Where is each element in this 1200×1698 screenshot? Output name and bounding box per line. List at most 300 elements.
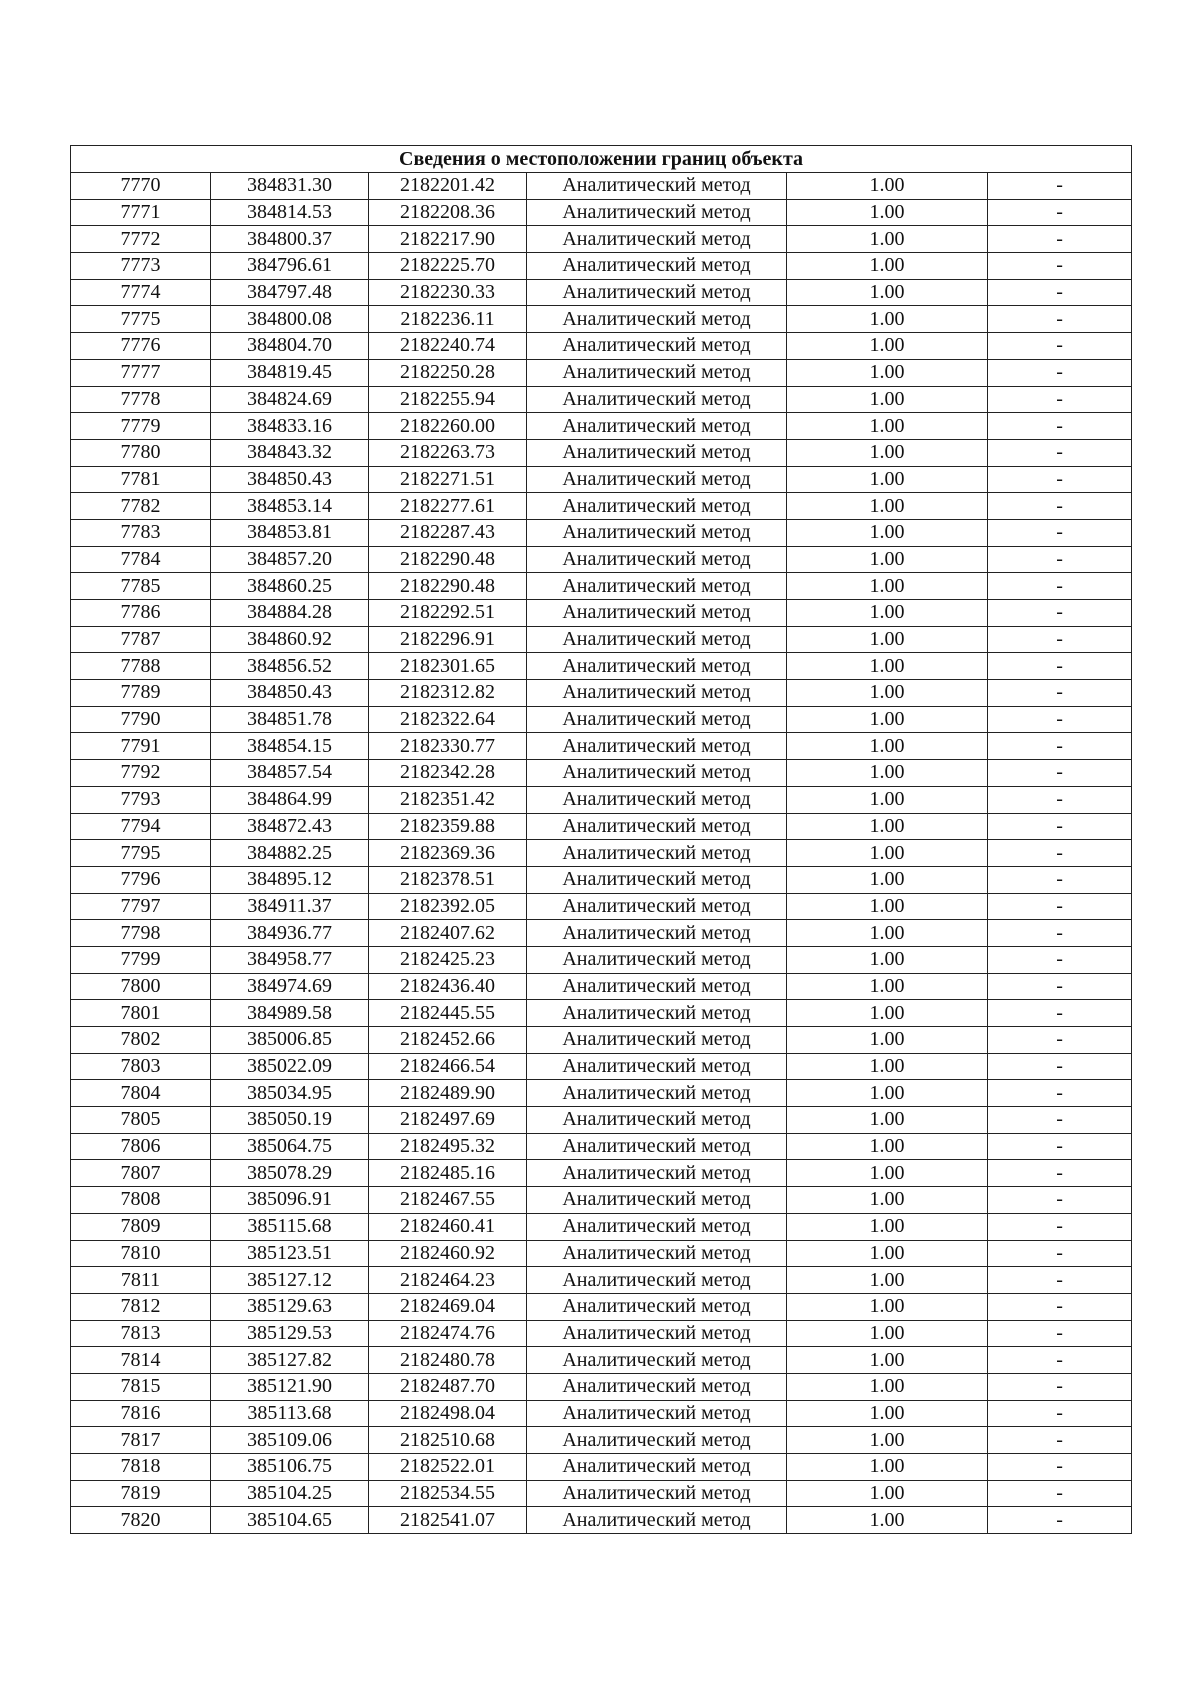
x-coordinate-cell: 384824.69 [211,386,369,413]
method-cell: Аналитический метод [527,680,787,707]
description-cell: - [988,946,1132,973]
accuracy-cell: 1.00 [787,1213,988,1240]
y-coordinate-cell: 2182464.23 [369,1267,527,1294]
table-row [71,253,1132,280]
point-number-cell: 7770 [71,173,211,200]
y-coordinate-cell: 2182460.41 [369,1213,527,1240]
x-coordinate-cell: 384884.28 [211,600,369,627]
y-coordinate-cell: 2182489.90 [369,1080,527,1107]
y-coordinate-cell: 2182292.51 [369,600,527,627]
x-coordinate-cell: 384989.58 [211,1000,369,1027]
x-coordinate-cell: 384857.54 [211,760,369,787]
accuracy-cell: 1.00 [787,573,988,600]
x-coordinate-cell: 385127.82 [211,1347,369,1374]
x-coordinate-cell: 384819.45 [211,359,369,386]
y-coordinate-cell: 2182522.01 [369,1454,527,1481]
accuracy-cell: 1.00 [787,1107,988,1134]
point-number-cell: 7795 [71,840,211,867]
description-cell: - [988,1133,1132,1160]
table-row [71,413,1132,440]
y-coordinate-cell: 2182436.40 [369,973,527,1000]
y-coordinate-cell: 2182467.55 [369,1187,527,1214]
x-coordinate-cell: 385106.75 [211,1454,369,1481]
description-cell: - [988,253,1132,280]
accuracy-cell: 1.00 [787,893,988,920]
table-row [71,199,1132,226]
accuracy-cell: 1.00 [787,413,988,440]
description-cell: - [988,199,1132,226]
accuracy-cell: 1.00 [787,866,988,893]
method-cell: Аналитический метод [527,920,787,947]
x-coordinate-cell: 384833.16 [211,413,369,440]
y-coordinate-cell: 2182255.94 [369,386,527,413]
accuracy-cell: 1.00 [787,466,988,493]
x-coordinate-cell: 384958.77 [211,946,369,973]
table-row [71,920,1132,947]
y-coordinate-cell: 2182330.77 [369,733,527,760]
y-coordinate-cell: 2182351.42 [369,786,527,813]
description-cell: - [988,546,1132,573]
y-coordinate-cell: 2182359.88 [369,813,527,840]
description-cell: - [988,653,1132,680]
y-coordinate-cell: 2182541.07 [369,1507,527,1534]
x-coordinate-cell: 384857.20 [211,546,369,573]
point-number-cell: 7808 [71,1187,211,1214]
table-row [71,653,1132,680]
accuracy-cell: 1.00 [787,1293,988,1320]
y-coordinate-cell: 2182407.62 [369,920,527,947]
table-row [71,973,1132,1000]
method-cell: Аналитический метод [527,1267,787,1294]
accuracy-cell: 1.00 [787,920,988,947]
description-cell: - [988,1187,1132,1214]
point-number-cell: 7819 [71,1480,211,1507]
table-row [71,680,1132,707]
table-row [71,1053,1132,1080]
table-row [71,840,1132,867]
method-cell: Аналитический метод [527,1293,787,1320]
description-cell: - [988,1000,1132,1027]
y-coordinate-cell: 2182342.28 [369,760,527,787]
table-row [71,813,1132,840]
point-number-cell: 7780 [71,439,211,466]
point-number-cell: 7802 [71,1027,211,1054]
description-cell: - [988,1373,1132,1400]
accuracy-cell: 1.00 [787,733,988,760]
x-coordinate-cell: 384814.53 [211,199,369,226]
point-number-cell: 7811 [71,1267,211,1294]
method-cell: Аналитический метод [527,600,787,627]
method-cell: Аналитический метод [527,439,787,466]
accuracy-cell: 1.00 [787,1454,988,1481]
x-coordinate-cell: 384800.37 [211,226,369,253]
method-cell: Аналитический метод [527,386,787,413]
description-cell: - [988,600,1132,627]
description-cell: - [988,439,1132,466]
accuracy-cell: 1.00 [787,600,988,627]
description-cell: - [988,386,1132,413]
point-number-cell: 7792 [71,760,211,787]
y-coordinate-cell: 2182466.54 [369,1053,527,1080]
table-row [71,1480,1132,1507]
description-cell: - [988,1213,1132,1240]
method-cell: Аналитический метод [527,866,787,893]
table-row [71,946,1132,973]
y-coordinate-cell: 2182230.33 [369,279,527,306]
accuracy-cell: 1.00 [787,359,988,386]
point-number-cell: 7814 [71,1347,211,1374]
description-cell: - [988,680,1132,707]
y-coordinate-cell: 2182250.28 [369,359,527,386]
y-coordinate-cell: 2182290.48 [369,546,527,573]
accuracy-cell: 1.00 [787,946,988,973]
x-coordinate-cell: 384800.08 [211,306,369,333]
accuracy-cell: 1.00 [787,1400,988,1427]
method-cell: Аналитический метод [527,1400,787,1427]
point-number-cell: 7790 [71,706,211,733]
method-cell: Аналитический метод [527,1080,787,1107]
point-number-cell: 7798 [71,920,211,947]
x-coordinate-cell: 384804.70 [211,333,369,360]
y-coordinate-cell: 2182296.91 [369,626,527,653]
y-coordinate-cell: 2182217.90 [369,226,527,253]
description-cell: - [988,1240,1132,1267]
point-number-cell: 7801 [71,1000,211,1027]
accuracy-cell: 1.00 [787,173,988,200]
method-cell: Аналитический метод [527,1454,787,1481]
y-coordinate-cell: 2182485.16 [369,1160,527,1187]
method-cell: Аналитический метод [527,306,787,333]
x-coordinate-cell: 384853.81 [211,519,369,546]
table-row [71,786,1132,813]
x-coordinate-cell: 384856.52 [211,653,369,680]
method-cell: Аналитический метод [527,1480,787,1507]
accuracy-cell: 1.00 [787,386,988,413]
method-cell: Аналитический метод [527,413,787,440]
y-coordinate-cell: 2182480.78 [369,1347,527,1374]
description-cell: - [988,1400,1132,1427]
table-row [71,1080,1132,1107]
method-cell: Аналитический метод [527,493,787,520]
table-row [71,333,1132,360]
method-cell: Аналитический метод [527,706,787,733]
x-coordinate-cell: 385129.53 [211,1320,369,1347]
accuracy-cell: 1.00 [787,493,988,520]
x-coordinate-cell: 384797.48 [211,279,369,306]
method-cell: Аналитический метод [527,786,787,813]
method-cell: Аналитический метод [527,546,787,573]
y-coordinate-cell: 2182452.66 [369,1027,527,1054]
table-row [71,359,1132,386]
table-row [71,1293,1132,1320]
y-coordinate-cell: 2182290.48 [369,573,527,600]
y-coordinate-cell: 2182460.92 [369,1240,527,1267]
accuracy-cell: 1.00 [787,1320,988,1347]
description-cell: - [988,1160,1132,1187]
method-cell: Аналитический метод [527,1107,787,1134]
description-cell: - [988,1027,1132,1054]
description-cell: - [988,706,1132,733]
x-coordinate-cell: 385104.65 [211,1507,369,1534]
table-row [71,1347,1132,1374]
table-row [71,573,1132,600]
x-coordinate-cell: 384853.14 [211,493,369,520]
point-number-cell: 7784 [71,546,211,573]
x-coordinate-cell: 384864.99 [211,786,369,813]
x-coordinate-cell: 384882.25 [211,840,369,867]
table-row [71,1267,1132,1294]
method-cell: Аналитический метод [527,279,787,306]
accuracy-cell: 1.00 [787,1373,988,1400]
accuracy-cell: 1.00 [787,519,988,546]
y-coordinate-cell: 2182369.36 [369,840,527,867]
point-number-cell: 7813 [71,1320,211,1347]
description-cell: - [988,1053,1132,1080]
method-cell: Аналитический метод [527,1427,787,1454]
method-cell: Аналитический метод [527,466,787,493]
description-cell: - [988,573,1132,600]
y-coordinate-cell: 2182322.64 [369,706,527,733]
y-coordinate-cell: 2182510.68 [369,1427,527,1454]
description-cell: - [988,760,1132,787]
point-number-cell: 7817 [71,1427,211,1454]
accuracy-cell: 1.00 [787,279,988,306]
x-coordinate-cell: 384796.61 [211,253,369,280]
y-coordinate-cell: 2182260.00 [369,413,527,440]
accuracy-cell: 1.00 [787,813,988,840]
y-coordinate-cell: 2182534.55 [369,1480,527,1507]
y-coordinate-cell: 2182201.42 [369,173,527,200]
point-number-cell: 7793 [71,786,211,813]
description-cell: - [988,333,1132,360]
x-coordinate-cell: 384850.43 [211,680,369,707]
x-coordinate-cell: 384854.15 [211,733,369,760]
method-cell: Аналитический метод [527,173,787,200]
table-row [71,439,1132,466]
accuracy-cell: 1.00 [787,333,988,360]
y-coordinate-cell: 2182445.55 [369,1000,527,1027]
y-coordinate-cell: 2182498.04 [369,1400,527,1427]
method-cell: Аналитический метод [527,333,787,360]
description-cell: - [988,1267,1132,1294]
description-cell: - [988,1320,1132,1347]
y-coordinate-cell: 2182263.73 [369,439,527,466]
accuracy-cell: 1.00 [787,1507,988,1534]
x-coordinate-cell: 384895.12 [211,866,369,893]
method-cell: Аналитический метод [527,1133,787,1160]
point-number-cell: 7785 [71,573,211,600]
description-cell: - [988,226,1132,253]
table-row [71,226,1132,253]
accuracy-cell: 1.00 [787,626,988,653]
description-cell: - [988,413,1132,440]
point-number-cell: 7820 [71,1507,211,1534]
accuracy-cell: 1.00 [787,1027,988,1054]
accuracy-cell: 1.00 [787,786,988,813]
accuracy-cell: 1.00 [787,680,988,707]
table-row [71,1400,1132,1427]
x-coordinate-cell: 385113.68 [211,1400,369,1427]
table-row [71,1240,1132,1267]
accuracy-cell: 1.00 [787,226,988,253]
method-cell: Аналитический метод [527,1240,787,1267]
table-row [71,893,1132,920]
description-cell: - [988,519,1132,546]
method-cell: Аналитический метод [527,1347,787,1374]
x-coordinate-cell: 385034.95 [211,1080,369,1107]
method-cell: Аналитический метод [527,1187,787,1214]
y-coordinate-cell: 2182271.51 [369,466,527,493]
accuracy-cell: 1.00 [787,973,988,1000]
description-cell: - [988,626,1132,653]
point-number-cell: 7800 [71,973,211,1000]
description-cell: - [988,920,1132,947]
x-coordinate-cell: 385121.90 [211,1373,369,1400]
accuracy-cell: 1.00 [787,1427,988,1454]
description-cell: - [988,359,1132,386]
point-number-cell: 7779 [71,413,211,440]
description-cell: - [988,1107,1132,1134]
point-number-cell: 7809 [71,1213,211,1240]
table-row [71,866,1132,893]
accuracy-cell: 1.00 [787,760,988,787]
boundary-coordinates-table [70,145,1132,1534]
y-coordinate-cell: 2182425.23 [369,946,527,973]
x-coordinate-cell: 385123.51 [211,1240,369,1267]
description-cell: - [988,786,1132,813]
y-coordinate-cell: 2182208.36 [369,199,527,226]
accuracy-cell: 1.00 [787,439,988,466]
y-coordinate-cell: 2182240.74 [369,333,527,360]
y-coordinate-cell: 2182392.05 [369,893,527,920]
accuracy-cell: 1.00 [787,706,988,733]
x-coordinate-cell: 384831.30 [211,173,369,200]
accuracy-cell: 1.00 [787,1480,988,1507]
point-number-cell: 7804 [71,1080,211,1107]
table-row [71,519,1132,546]
point-number-cell: 7786 [71,600,211,627]
accuracy-cell: 1.00 [787,306,988,333]
y-coordinate-cell: 2182277.61 [369,493,527,520]
table-body [71,173,1132,1534]
method-cell: Аналитический метод [527,946,787,973]
point-number-cell: 7788 [71,653,211,680]
description-cell: - [988,1293,1132,1320]
point-number-cell: 7816 [71,1400,211,1427]
table-row [71,279,1132,306]
table-row [71,1000,1132,1027]
method-cell: Аналитический метод [527,1160,787,1187]
accuracy-cell: 1.00 [787,1080,988,1107]
method-cell: Аналитический метод [527,840,787,867]
method-cell: Аналитический метод [527,733,787,760]
table-row [71,1160,1132,1187]
description-cell: - [988,733,1132,760]
method-cell: Аналитический метод [527,573,787,600]
description-cell: - [988,1347,1132,1374]
point-number-cell: 7789 [71,680,211,707]
method-cell: Аналитический метод [527,1027,787,1054]
accuracy-cell: 1.00 [787,1267,988,1294]
point-number-cell: 7818 [71,1454,211,1481]
table-row [71,626,1132,653]
method-cell: Аналитический метод [527,653,787,680]
table-row [71,1107,1132,1134]
table-row [71,760,1132,787]
accuracy-cell: 1.00 [787,1347,988,1374]
table-row [71,493,1132,520]
x-coordinate-cell: 384872.43 [211,813,369,840]
x-coordinate-cell: 385050.19 [211,1107,369,1134]
point-number-cell: 7782 [71,493,211,520]
method-cell: Аналитический метод [527,1213,787,1240]
point-number-cell: 7806 [71,1133,211,1160]
x-coordinate-cell: 385006.85 [211,1027,369,1054]
x-coordinate-cell: 384850.43 [211,466,369,493]
point-number-cell: 7796 [71,866,211,893]
table-row [71,1213,1132,1240]
accuracy-cell: 1.00 [787,199,988,226]
point-number-cell: 7787 [71,626,211,653]
description-cell: - [988,1080,1132,1107]
y-coordinate-cell: 2182487.70 [369,1373,527,1400]
x-coordinate-cell: 385096.91 [211,1187,369,1214]
method-cell: Аналитический метод [527,760,787,787]
point-number-cell: 7805 [71,1107,211,1134]
table-row [71,1454,1132,1481]
method-cell: Аналитический метод [527,893,787,920]
accuracy-cell: 1.00 [787,1160,988,1187]
table-row [71,1133,1132,1160]
point-number-cell: 7771 [71,199,211,226]
x-coordinate-cell: 385109.06 [211,1427,369,1454]
method-cell: Аналитический метод [527,199,787,226]
table-row [71,733,1132,760]
point-number-cell: 7778 [71,386,211,413]
table-row [71,306,1132,333]
y-coordinate-cell: 2182225.70 [369,253,527,280]
x-coordinate-cell: 384851.78 [211,706,369,733]
table-row [71,386,1132,413]
point-number-cell: 7773 [71,253,211,280]
point-number-cell: 7791 [71,733,211,760]
point-number-cell: 7772 [71,226,211,253]
method-cell: Аналитический метод [527,226,787,253]
x-coordinate-cell: 385104.25 [211,1480,369,1507]
x-coordinate-cell: 384974.69 [211,973,369,1000]
table-title-row [71,146,1132,173]
x-coordinate-cell: 384911.37 [211,893,369,920]
point-number-cell: 7810 [71,1240,211,1267]
table-row [71,173,1132,200]
method-cell: Аналитический метод [527,1053,787,1080]
description-cell: - [988,493,1132,520]
accuracy-cell: 1.00 [787,253,988,280]
point-number-cell: 7812 [71,1293,211,1320]
table-row [71,1320,1132,1347]
y-coordinate-cell: 2182469.04 [369,1293,527,1320]
method-cell: Аналитический метод [527,1507,787,1534]
method-cell: Аналитический метод [527,813,787,840]
method-cell: Аналитический метод [527,1320,787,1347]
y-coordinate-cell: 2182474.76 [369,1320,527,1347]
x-coordinate-cell: 384843.32 [211,439,369,466]
description-cell: - [988,973,1132,1000]
accuracy-cell: 1.00 [787,653,988,680]
x-coordinate-cell: 384860.92 [211,626,369,653]
y-coordinate-cell: 2182301.65 [369,653,527,680]
y-coordinate-cell: 2182378.51 [369,866,527,893]
